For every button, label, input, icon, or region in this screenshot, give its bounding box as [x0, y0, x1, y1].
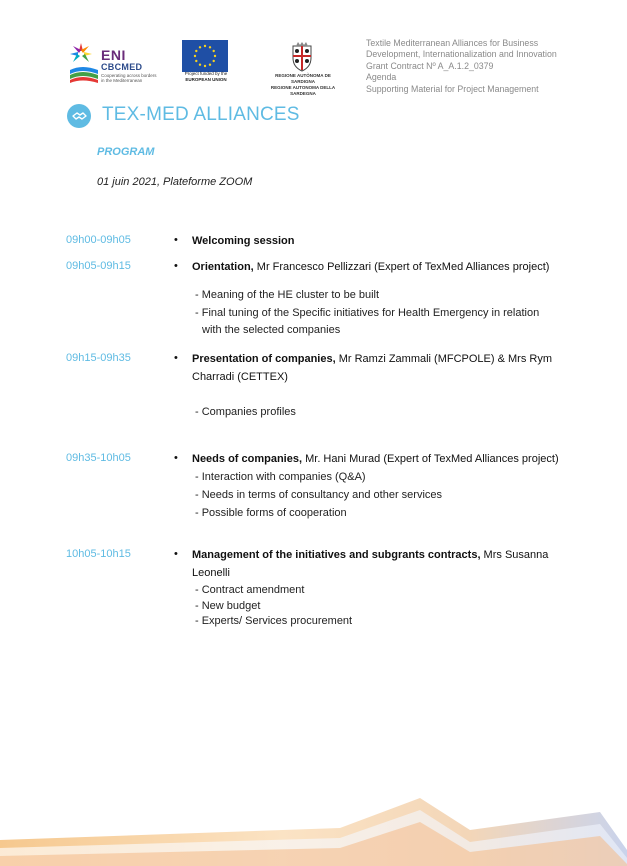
- agenda-time: 09h35-10h05: [66, 452, 131, 464]
- bullet-icon: •: [174, 352, 178, 364]
- sardegna-crest-icon: [290, 42, 314, 72]
- agenda-title: Orientation,: [192, 261, 254, 273]
- header-info-line: Supporting Material for Project Management: [366, 83, 539, 94]
- agenda-title: Welcoming session: [192, 235, 295, 247]
- agenda-title: Presentation of companies,: [192, 353, 336, 365]
- bullet-icon: •: [174, 452, 178, 464]
- agenda-sub-item: - Needs in terms of consultancy and other services: [195, 489, 443, 501]
- eni-logo-sub: CBCMED: [101, 62, 143, 72]
- agenda-time: 09h15-09h35: [66, 352, 131, 364]
- footer-wave-decoration: [0, 790, 627, 866]
- agenda-time: 09h00-09h05: [66, 234, 131, 246]
- bullet-icon: •: [174, 260, 178, 272]
- bullet-icon: •: [174, 548, 178, 560]
- agenda-sub-item: - Interaction with companies (Q&A): [195, 471, 366, 483]
- header-info: [366, 38, 557, 95]
- brand-title: TEX-MED ALLIANCES: [102, 104, 300, 125]
- bullet-icon: •: [174, 234, 178, 246]
- handshake-icon: [67, 104, 91, 128]
- sardegna-logo-caption: [268, 73, 338, 97]
- agenda-sub-item: - Final tuning of the Specific initiatives for Health Emergency in relation: [195, 307, 540, 319]
- header-info-line: Development, Internationalization and Innovation: [366, 49, 557, 60]
- agenda-sub-item: with the selected companies: [202, 324, 341, 336]
- sardegna-caption-line1: REGIONE AUTÒNOMA DE SARDIGNA: [275, 73, 331, 84]
- agenda-sub-item: - Experts/ Services procurement: [195, 615, 353, 627]
- agenda-item-title: [192, 259, 568, 277]
- eni-logo-name: ENI: [101, 47, 126, 63]
- eu-logo-caption: [178, 71, 234, 83]
- agenda-speaker: Mr Francesco Pellizzari (Expert of TexMed Alliances project): [253, 261, 550, 273]
- date-line: 01 juin 2021, Plateforme ZOOM: [97, 176, 253, 188]
- agenda-sub-item: - Meaning of the HE cluster to be built: [195, 289, 380, 301]
- agenda-speaker: Mrs Susanna: [480, 549, 549, 561]
- agenda-sub-item: - Contract amendment: [195, 584, 305, 596]
- sardegna-caption-line2: REGIONE AUTONOMA DELLA SARDEGNA: [270, 85, 336, 96]
- program-heading: PROGRAM: [97, 146, 155, 158]
- agenda-item-title: [192, 547, 568, 565]
- agenda-item-title: [192, 451, 568, 469]
- header-info-line: Textile Mediterranean Alliances for Business: [366, 38, 539, 48]
- agenda-item-title: [192, 233, 568, 251]
- agenda-title: Management of the initiatives and subgrants contracts,: [192, 549, 481, 561]
- eu-caption-line2: EUROPEAN UNION: [185, 77, 227, 82]
- agenda-sub-item: - New budget: [195, 600, 261, 612]
- agenda-sub-item: - Possible forms of cooperation: [195, 507, 347, 519]
- agenda-speaker: Mr Ramzi Zammali (MFCPOLE) & Mrs Rym: [335, 353, 552, 365]
- header-info-line: Grant Contract Nº A_A.1.2_0379: [366, 60, 494, 71]
- agenda-speaker-cont: Charradi (CETTEX): [192, 371, 288, 383]
- agenda-title: Needs of companies,: [192, 453, 303, 465]
- agenda-item-title: [192, 351, 568, 369]
- agenda-time: 10h05-10h15: [66, 548, 131, 560]
- eu-flag-icon: [182, 40, 228, 72]
- agenda-speaker-cont: Leonelli: [192, 567, 230, 579]
- agenda-time: 09h05-09h15: [66, 260, 131, 272]
- agenda-sub-item: - Companies profiles: [195, 406, 296, 418]
- eu-caption-line1: Project funded by the: [184, 71, 228, 76]
- header-info-line: Agenda: [366, 72, 397, 83]
- eni-logo-tagline: Cooperating across borders in the Mediterranean: [101, 73, 157, 83]
- agenda-speaker: Mr. Hani Murad (Expert of TexMed Alliances project): [302, 453, 559, 465]
